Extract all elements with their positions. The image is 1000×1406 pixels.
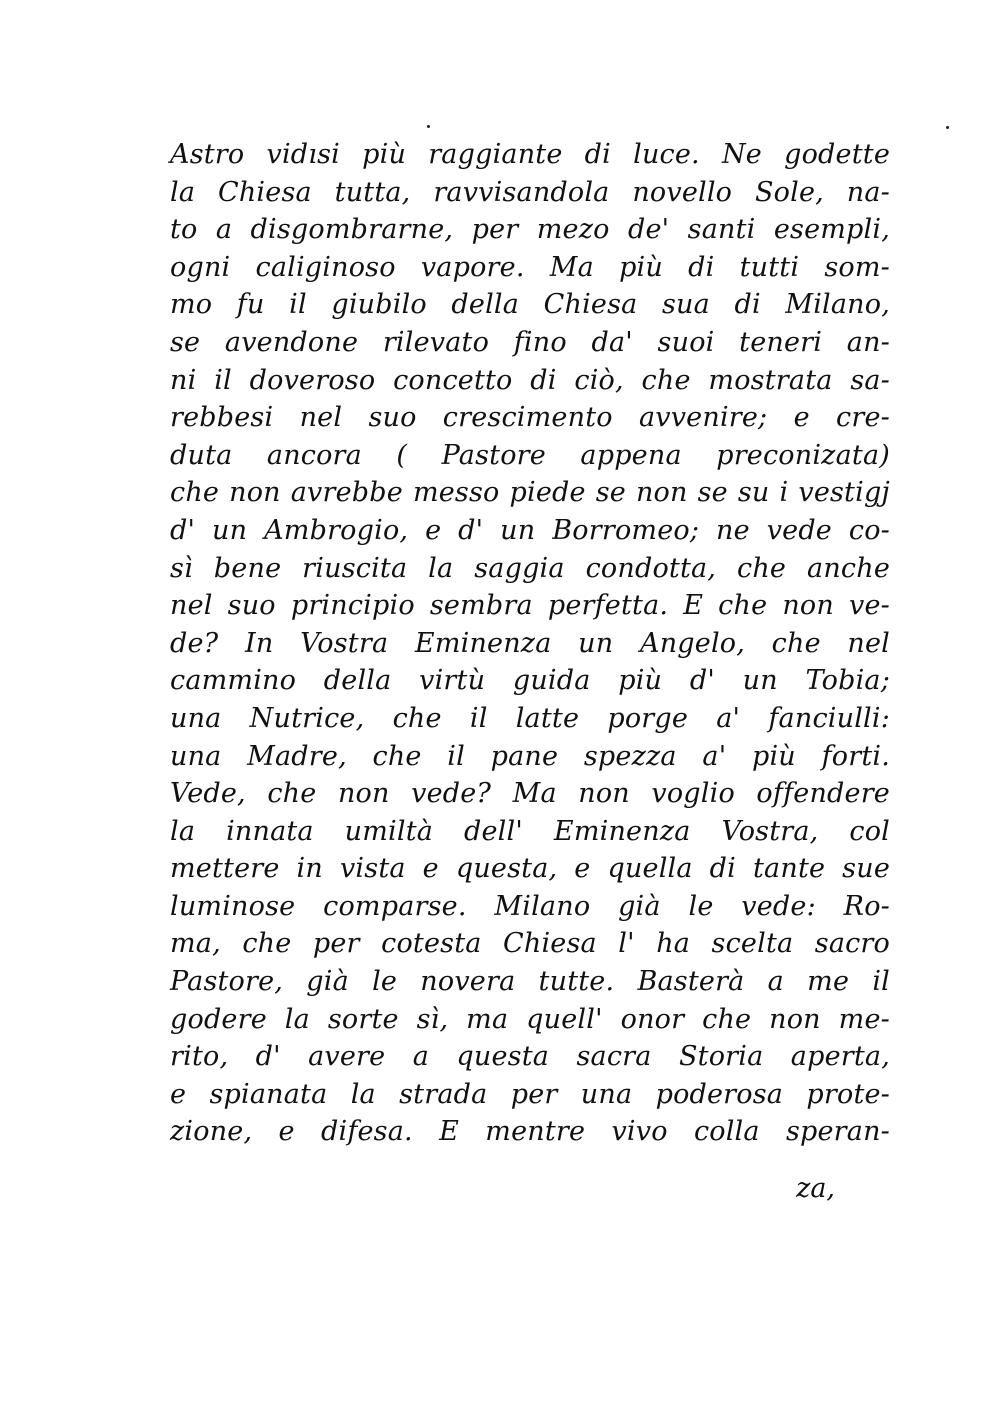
text-line: godere la sorte sì, ma quell' onor che non me- xyxy=(170,1003,890,1035)
text-line: zione, e difesa. E mentre vivo colla speran- xyxy=(170,1116,890,1148)
text-line: mo fu il giubilo della Chiesa sua di Milano, xyxy=(170,289,890,321)
text-line: Astro vidısi più raggiante di luce. Ne godette xyxy=(170,139,890,170)
body-text xyxy=(170,136,890,1151)
text-line: Vede, che non vede? Ma non voglio offendere xyxy=(170,778,890,810)
text-line: cammino della virtù guida più d' un Tobia; xyxy=(170,665,890,697)
text-line: se avendone rilevato fino da' suoi teneri an- xyxy=(170,326,890,358)
text-line: la innata umiltà dell' Eminenza Vostra, col xyxy=(170,815,890,847)
text-line: d' un Ambrogio, e d' un Borromeo; ne vede co- xyxy=(170,514,890,546)
text-line: ogni caliginoso vapore. Ma più di tutti som- xyxy=(170,251,890,283)
text-line: che non avrebbe messo piede se non se su i vestigj xyxy=(170,477,890,509)
ink-speck xyxy=(946,126,949,129)
text-line: e spianata la strada per una poderosa prote- xyxy=(170,1078,890,1110)
text-line: luminose comparse. Milano già le vede: Ro- xyxy=(170,890,890,922)
text-line: sì bene riuscita la saggia condotta, che anche xyxy=(170,552,890,584)
text-line: mettere in vista e questa, e quella di tante sue xyxy=(170,853,890,885)
text-line: una Nutrice, che il latte porge a' fanciulli: xyxy=(170,702,890,734)
text-line: rito, d' avere a questa sacra Storia aperta, xyxy=(170,1041,890,1073)
ink-speck xyxy=(427,125,430,128)
text-line: de? In Vostra Eminenza un Angelo, che nel xyxy=(170,627,890,659)
text-line: ni il doveroso concetto di ciò, che mostrata sa- xyxy=(170,364,890,396)
text-line: rebbesi nel suo crescimento avvenire; e cre- xyxy=(170,402,890,434)
text-line: duta ancora ( Pastore appena preconizata) xyxy=(170,439,890,471)
text-line: nel suo principio sembra perfetta. E che non ve- xyxy=(170,590,890,622)
text-line: la Chiesa tutta, ravvisandola novello Sole, na- xyxy=(170,176,890,208)
catchword: za, xyxy=(796,1173,835,1204)
text-line: to a disgombrarne, per mezo de' santi esempli, xyxy=(170,214,890,246)
text-line: ma, che per cotesta Chiesa l' ha scelta sacro xyxy=(170,928,890,960)
text-line: Pastore, già le novera tutte. Basterà a me il xyxy=(170,966,890,998)
text-line: una Madre, che il pane spezza a' più forti. xyxy=(170,740,890,772)
